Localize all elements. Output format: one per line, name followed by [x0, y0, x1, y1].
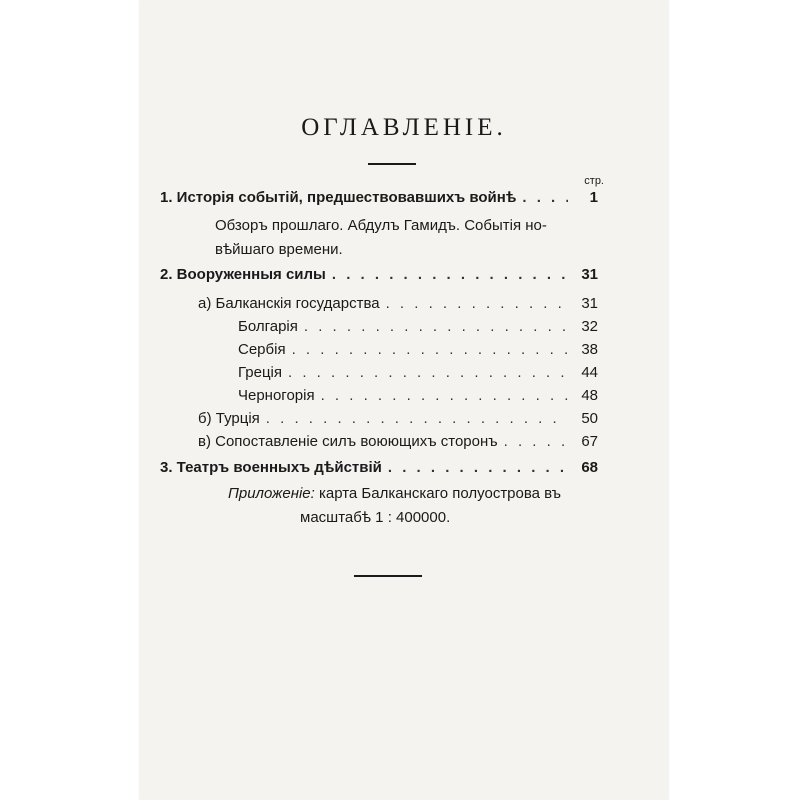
- appendix-note: [228, 482, 561, 530]
- toc-page-number: 32: [581, 318, 598, 335]
- toc-entry-label: 1. Исторія событій, предшествовавшихъ войнѣ: [160, 189, 517, 206]
- dot-leader: [386, 294, 568, 314]
- toc-page-number: 1: [589, 189, 598, 206]
- appendix-label: Приложеніе:: [228, 485, 315, 502]
- dot-leader: [288, 363, 568, 383]
- title-divider: [368, 163, 416, 165]
- toc-page-number: 50: [581, 410, 598, 427]
- toc-subentry[interactable]: [238, 340, 598, 360]
- toc-subentry[interactable]: [198, 432, 598, 452]
- description-line: вѣйшаго времени.: [215, 241, 343, 258]
- toc-entry-label: б) Турція: [198, 410, 260, 427]
- section-description: [215, 214, 547, 262]
- toc-page-number: 68: [581, 459, 598, 476]
- toc-subentry[interactable]: [238, 386, 598, 406]
- dot-leader: [304, 317, 568, 337]
- description-line: Обзоръ прошлаго. Абдулъ Гамидъ. Событія но-: [215, 217, 547, 234]
- toc-page-number: 67: [581, 433, 598, 450]
- appendix-line: [228, 482, 561, 506]
- dot-leader: [522, 188, 568, 208]
- page-title: ОГЛАВЛЕНIЕ.: [301, 114, 507, 141]
- toc-entry-label: Сербія: [238, 341, 286, 358]
- toc-page-number: 48: [581, 387, 598, 404]
- toc-entry-1[interactable]: [160, 188, 598, 208]
- toc-page-number: 31: [581, 266, 598, 283]
- page-column-label: стр.: [584, 175, 604, 187]
- toc-page-number: 38: [581, 341, 598, 358]
- book-page: [140, 0, 668, 800]
- toc-subentry[interactable]: [238, 317, 598, 337]
- toc-subentry[interactable]: [238, 363, 598, 383]
- toc-entry-label: Черногорія: [238, 387, 315, 404]
- dot-leader: [266, 409, 568, 429]
- toc-entry-label: 3. Театръ военныхъ дѣйствій: [160, 459, 382, 476]
- toc-entry-label: 2. Вооруженныя силы: [160, 266, 326, 283]
- toc-entry-label: а) Балканскія государства: [198, 295, 380, 312]
- toc-entry-3[interactable]: [160, 458, 598, 478]
- toc-entry-2[interactable]: [160, 265, 598, 285]
- toc-entry-label: Греція: [238, 364, 283, 381]
- toc-subentry[interactable]: [198, 294, 598, 314]
- toc-page-number: 44: [581, 364, 598, 381]
- toc-page-number: 31: [581, 295, 598, 312]
- dot-leader: [332, 265, 568, 285]
- dot-leader: [504, 432, 568, 452]
- dot-leader: [321, 386, 568, 406]
- dot-leader: [292, 340, 568, 360]
- appendix-text: карта Балканскаго полуострова въ: [318, 485, 562, 502]
- toc-entry-label: в) Сопоставленіе силъ воюющихъ сторонъ: [198, 433, 498, 450]
- toc-subentry[interactable]: [198, 409, 598, 429]
- bottom-divider: [354, 575, 422, 577]
- dot-leader: [388, 458, 568, 478]
- appendix-line: масштабѣ 1 : 400000.: [300, 509, 451, 526]
- toc-entry-label: Болгарія: [238, 318, 298, 335]
